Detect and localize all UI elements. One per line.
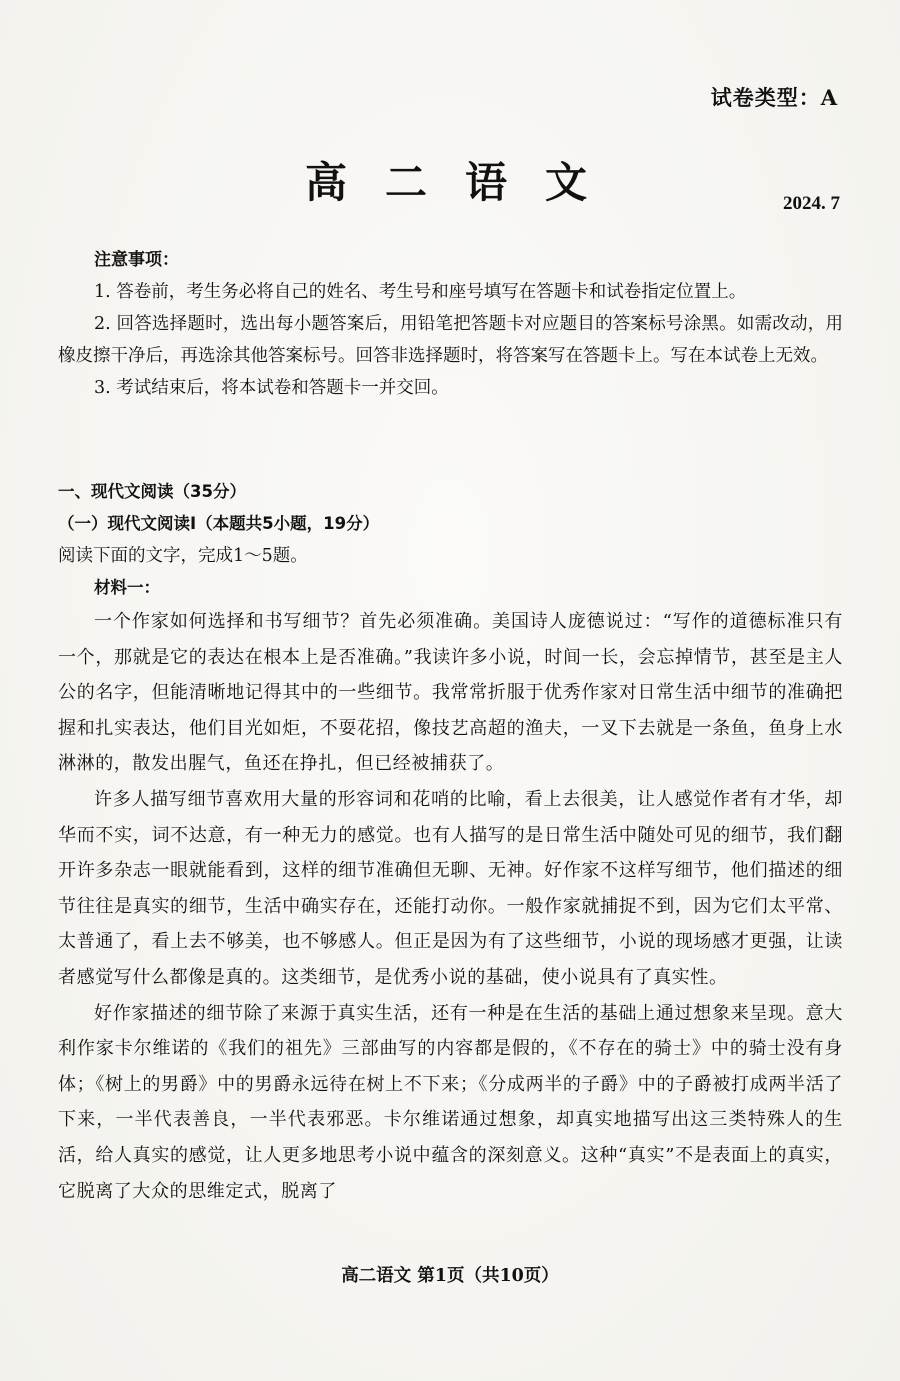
section-header: [58, 476, 843, 604]
section-heading: 一、现代文阅读（35分）: [58, 482, 246, 501]
passage-paragraph: 好作家描述的细节除了来源于真实生活，还有一种是在生活的基础上通过想象来呈现。意大利作家卡尔维诺的《我们的祖先》三部曲写的内容都是假的，《不存在的骑士》中的骑士没有身体；《树上的男爵》中的男爵永远待在树上不下来；《分成两半的子爵》中的子爵被打成两半活了下来，一半代表善良，一半代表邪恶。卡尔维诺通过想象，却真实地描写出这三类特殊人的生活，给人真实的感觉，让人更多地思考小说中蕴含的深刻意义。这种“真实”不是表面上的真实，它脱离了大众的思维定式，脱离了: [58, 1002, 843, 1202]
section-instruction: 阅读下面的文字，完成1～5题。: [58, 546, 308, 566]
section-subheading: （一）现代文阅读Ⅰ（本题共5小题，19分）: [58, 514, 380, 533]
notice-heading: 注意事项：: [94, 250, 179, 270]
notice-item: 2. 回答选择题时，选出每小题答案后，用铅笔把答题卡对应题目的答案标号涂黑。如需改动，用橡皮擦干净后，再选涂其他答案标号。回答非选择题时，将答案写在答题卡上。写在本试卷上无效。: [58, 314, 843, 366]
notice-item: 3. 考试结束后，将本试卷和答题卡一并交回。: [94, 378, 449, 398]
passage-paragraph: 许多人描写细节喜欢用大量的形容词和花哨的比喻，看上去很美，让人感觉作者有才华，却华而不实，词不达意，有一种无力的感觉。也有人描写的是日常生活中随处可见的细节，我们翻开许多杂志一眼就能看到，这样的细节准确但无聊、无神。好作家不这样写细节，他们描述的细节往往是真实的细节，生活中确实存在，还能打动你。一般作家就捕捉不到，因为它们太平常、太普通了，看上去不够美，也不够感人。但正是因为有了这些细节，小说的现场感才更强，让读者感觉写什么都像是真的。这类细节，是优秀小说的基础，使小说具有了真实性。: [58, 788, 843, 988]
exam-title: 高二语文: [304, 158, 625, 207]
notice-item: 1. 答卷前，考生务必将自己的姓名、考生号和座号填写在答题卡和试卷指定位置上。: [94, 282, 747, 302]
paper-type-label: 试卷类型：A: [710, 85, 838, 110]
page-footer: 高二语文 第1页（共10页）: [341, 1266, 559, 1286]
notice-block: [58, 244, 843, 404]
material-label: 材料一：: [94, 578, 160, 597]
reading-passage: [58, 604, 843, 1209]
exam-date: 2024. 7: [783, 193, 840, 214]
passage-paragraph: 一个作家如何选择和书写细节？首先必须准确。美国诗人庞德说过：“写作的道德标准只有一个，那就是它的表达在根本上是否准确。”我读许多小说，时间一长，会忘掉情节，甚至是主人公的名字，但能清晰地记得其中的一些细节。我常常折服于优秀作家对日常生活中细节的准确把握和扎实表达，他们目光如炬，不耍花招，像技艺高超的渔夫，一叉下去就是一条鱼，鱼身上水淋淋的，散发出腥气，鱼还在挣扎，但已经被捕获了。: [58, 611, 843, 775]
